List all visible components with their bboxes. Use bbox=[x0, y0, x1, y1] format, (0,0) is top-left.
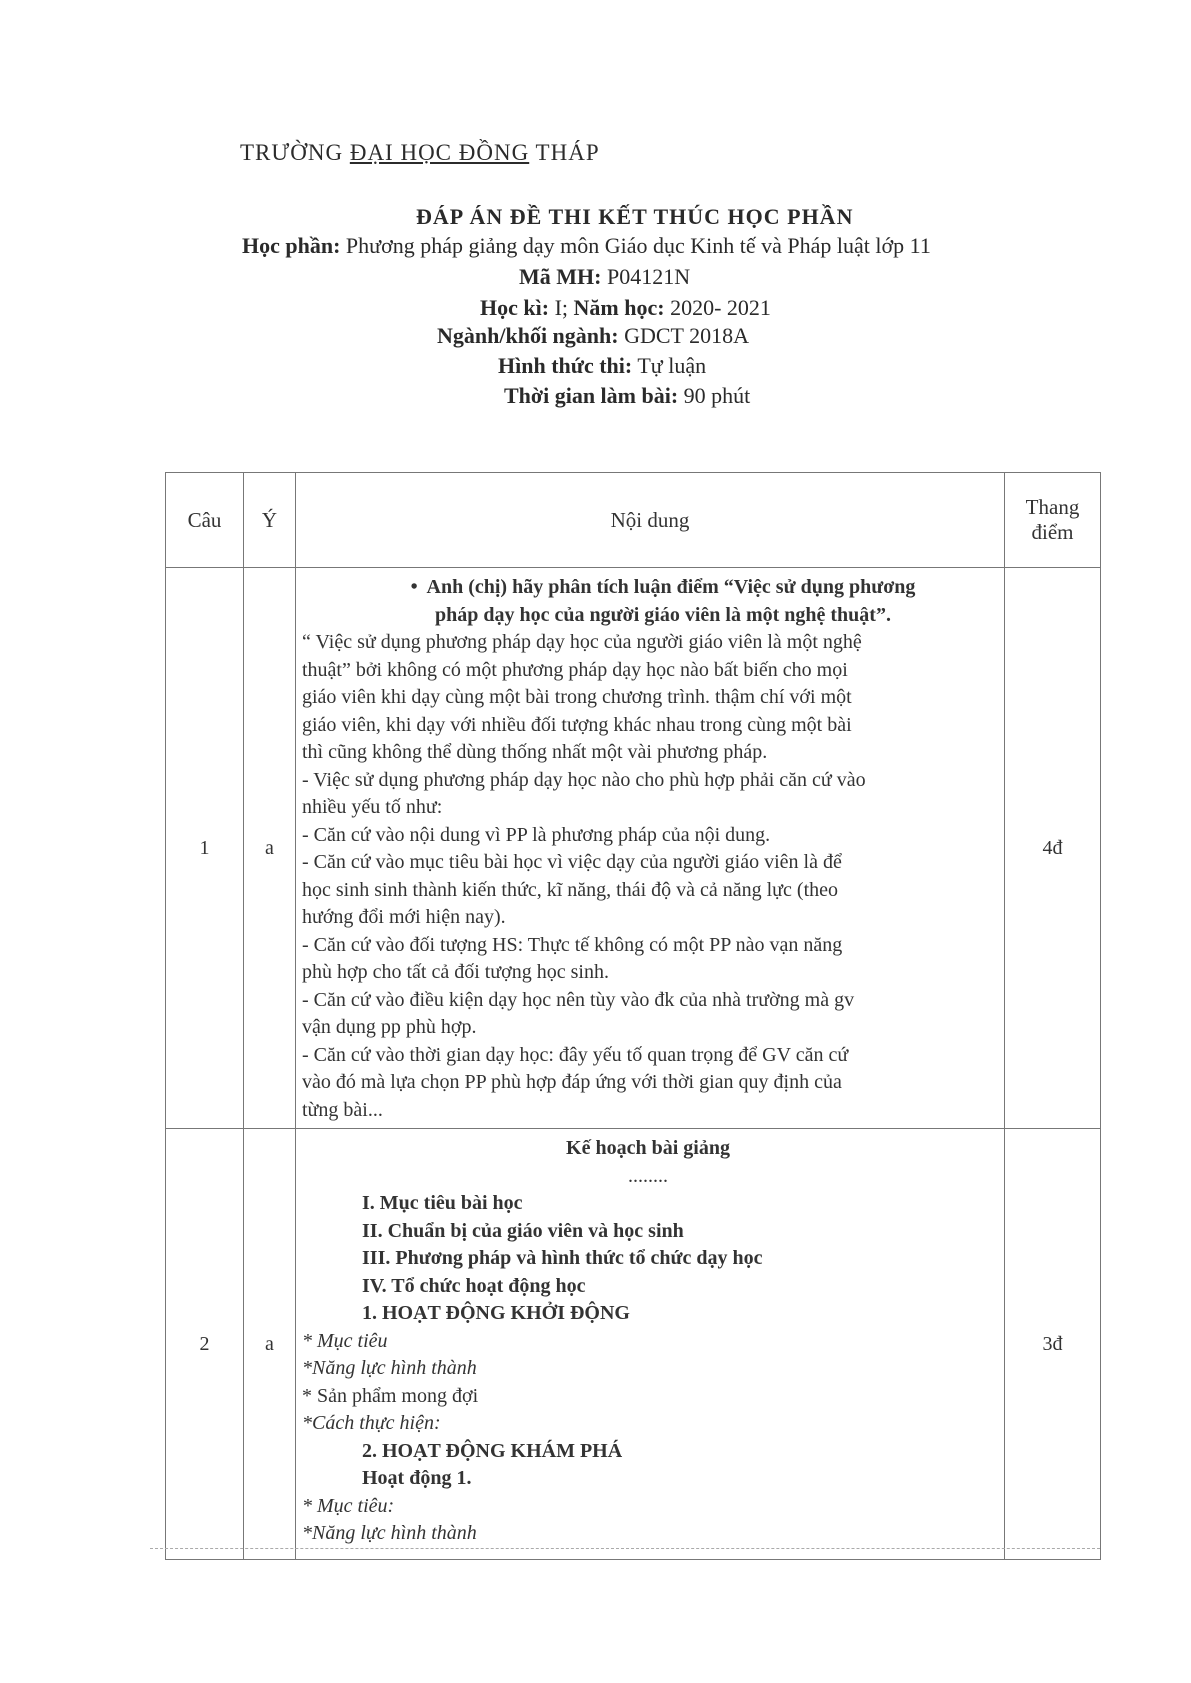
major-line: Ngành/khối ngành: GDCT 2018A bbox=[437, 323, 749, 348]
list-item: - Căn cứ vào đối tượng HS: Thực tế không có một PP nào vạn năng bbox=[302, 933, 843, 956]
list-item: IV. Tổ chức hoạt động học bbox=[362, 1274, 586, 1297]
dots: ........ bbox=[628, 1164, 668, 1187]
table-header-row bbox=[166, 473, 1101, 568]
list-item: nhiều yếu tố như: bbox=[302, 796, 443, 818]
list-item: - Căn cứ vào mục tiêu bài học vì việc dạy của người giáo viên là để bbox=[302, 851, 842, 873]
list-item: * Sản phẩm mong đợi bbox=[302, 1384, 479, 1407]
list-item: - Căn cứ vào thời gian dạy học: đây yếu tố quan trọng để GV căn cứ bbox=[302, 1043, 849, 1066]
semester-line: Học kì: I; Năm học: 2020- 2021 bbox=[480, 295, 771, 320]
header-cau: Câu bbox=[166, 473, 244, 568]
table-row bbox=[166, 568, 1101, 1129]
row2-cau: 2 bbox=[166, 1129, 244, 1560]
list-item: Hoạt động 1. bbox=[362, 1467, 472, 1489]
list-item: 1. HOẠT ĐỘNG KHỞI ĐỘNG bbox=[362, 1302, 630, 1324]
header-score: Thang điểm bbox=[1005, 473, 1101, 568]
row2-y: a bbox=[244, 1129, 296, 1560]
list-item: “ Việc sử dụng phương pháp dạy học của người giáo viên là một nghệ bbox=[302, 631, 862, 653]
header-content: Nội dung bbox=[296, 473, 1005, 568]
list-item: *Năng lực hình thành bbox=[302, 1357, 477, 1379]
list-item: * Mục tiêu bbox=[302, 1329, 388, 1352]
list-item: hướng đổi mới hiện nay). bbox=[302, 906, 506, 928]
row1-y: a bbox=[244, 568, 296, 1129]
list-item: thuật” bởi không có một phương pháp dạy học nào bất biến cho mọi bbox=[302, 658, 848, 681]
exam-title: ĐÁP ÁN ĐỀ THI KẾT THÚC HỌC PHẦN bbox=[416, 204, 854, 229]
row2-content bbox=[296, 1129, 1005, 1560]
list-item: - Căn cứ vào nội dung vì PP là phương pháp của nội dung. bbox=[302, 823, 771, 846]
list-item: 2. HOẠT ĐỘNG KHÁM PHÁ bbox=[362, 1439, 623, 1462]
list-item: * Mục tiêu: bbox=[302, 1494, 395, 1517]
bottom-divider bbox=[150, 1548, 1100, 1549]
list-item: *Năng lực hình thành bbox=[302, 1522, 477, 1544]
list-item: học sinh sinh thành kiến thức, kĩ năng, thái độ và cả năng lực (theo bbox=[302, 878, 838, 901]
form-line: Hình thức thi: Tự luận bbox=[498, 353, 707, 378]
row1-content bbox=[296, 568, 1005, 1129]
list-item: giáo viên, khi dạy với nhiều đối tượng khác nhau trong cùng một bài bbox=[302, 713, 852, 736]
answer-table bbox=[165, 472, 1101, 1560]
row1-score: 4đ bbox=[1005, 568, 1101, 1129]
list-item: - Căn cứ vào điều kiện dạy học nên tùy vào đk của nhà trường mà gv bbox=[302, 988, 855, 1011]
row1-question: • Anh (chị) hãy phân tích luận điểm “Việc sử dụng phương pháp dạy học của người giáo viên là một nghệ thuật”. bbox=[410, 576, 916, 626]
list-item: phù hợp cho tất cả đối tượng học sinh. bbox=[302, 961, 609, 983]
row1-cau: 1 bbox=[166, 568, 244, 1129]
list-item: II. Chuẩn bị của giáo viên và học sinh bbox=[362, 1219, 684, 1242]
list-item: vận dụng pp phù hợp. bbox=[302, 1016, 477, 1038]
list-item: *Cách thực hiện: bbox=[302, 1412, 441, 1434]
course-line: Học phần: Phương pháp giảng dạy môn Giáo dục Kinh tế và Pháp luật lớp 11 bbox=[242, 233, 931, 258]
list-item: từng bài... bbox=[302, 1098, 383, 1121]
school-name: TRƯỜNG ĐẠI HỌC ĐỒNG THÁP bbox=[240, 140, 600, 165]
list-item: thì cũng không thể dùng thống nhất một vài phương pháp. bbox=[302, 741, 768, 763]
list-item: giáo viên khi dạy cùng một bài trong chương trình. thậm chí với một bbox=[302, 686, 852, 708]
list-item: - Việc sử dụng phương pháp dạy học nào cho phù hợp phải căn cứ vào bbox=[302, 768, 866, 791]
table-row bbox=[166, 1129, 1101, 1560]
lesson-plan-title: Kế hoạch bài giảng bbox=[566, 1137, 730, 1159]
time-line: Thời gian làm bài: 90 phút bbox=[504, 383, 751, 408]
list-item: III. Phương pháp và hình thức tổ chức dạy học bbox=[362, 1247, 763, 1269]
bullet-icon: • bbox=[410, 576, 418, 598]
code-line: Mã MH: P04121N bbox=[519, 264, 691, 289]
header-y: Ý bbox=[244, 473, 296, 568]
row2-score: 3đ bbox=[1005, 1129, 1101, 1560]
list-item: vào đó mà lựa chọn PP phù hợp đáp ứng với thời gian quy định của bbox=[302, 1071, 842, 1093]
list-item: I. Mục tiêu bài học bbox=[362, 1192, 523, 1214]
